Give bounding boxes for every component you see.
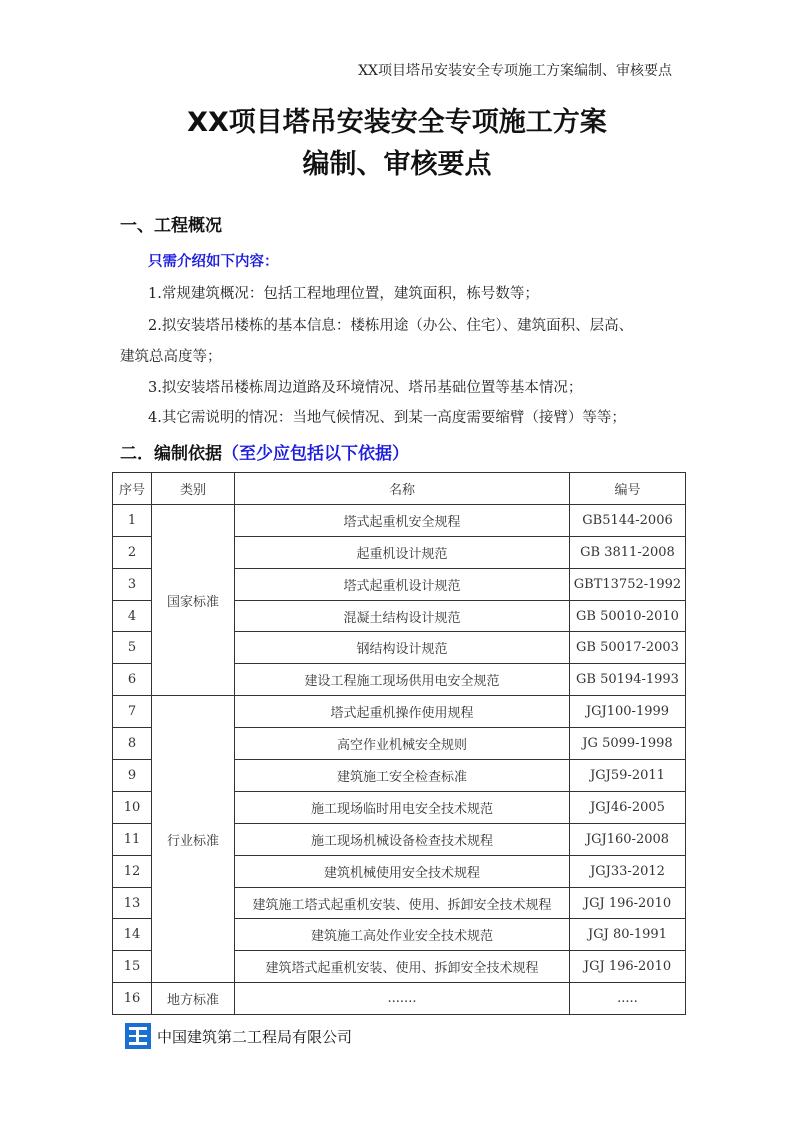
item-3: 3.拟安装塔吊楼栋周边道路及环境情况、塔吊基础位置等基本情况； bbox=[148, 380, 583, 396]
standard-name: 塔式起重机设计规范 bbox=[235, 568, 570, 600]
standard-name: 建筑施工安全检查标准 bbox=[235, 760, 570, 792]
standard-name: 钢结构设计规范 bbox=[235, 632, 570, 664]
table-row bbox=[113, 504, 686, 536]
category-cell: 行业标准 bbox=[152, 696, 235, 983]
company-name: 中国建筑第二工程局有限公司 bbox=[157, 1027, 353, 1046]
standard-name: 施工现场临时用电安全技术规范 bbox=[235, 791, 570, 823]
row-number: 13 bbox=[113, 887, 152, 919]
standard-code: JGJ160-2008 bbox=[570, 823, 686, 855]
row-number: 16 bbox=[113, 983, 152, 1015]
title-line-1: XX项目塔吊安装安全专项施工方案 bbox=[187, 107, 607, 138]
item-4: 4.其它需说明的情况：当地气候情况、到某一高度需要缩臂（接臂）等等； bbox=[148, 410, 626, 426]
section1-intro: 只需介绍如下内容： bbox=[148, 253, 279, 270]
table-header-row bbox=[113, 473, 686, 505]
standard-name: 塔式起重机安全规程 bbox=[235, 504, 570, 536]
standard-code: JGJ 80-1991 bbox=[570, 919, 686, 951]
table-row bbox=[113, 983, 686, 1015]
company-logo-icon bbox=[125, 1023, 151, 1049]
title-line-2: 编制、审核要点 bbox=[302, 149, 492, 180]
standard-name: ....... bbox=[235, 983, 570, 1015]
running-header: XX项目塔吊安装安全专项施工方案编制、审核要点 bbox=[358, 63, 672, 79]
row-number: 2 bbox=[113, 536, 152, 568]
standard-name: 塔式起重机操作使用规程 bbox=[235, 696, 570, 728]
item-2: 2.拟安装塔吊楼栋的基本信息：楼栋用途（办公、住宅）、建筑面积、层高、 bbox=[148, 318, 634, 334]
row-number: 1 bbox=[113, 504, 152, 536]
standard-name: 高空作业机械安全规则 bbox=[235, 728, 570, 760]
standard-code: GB 3811-2008 bbox=[570, 536, 686, 568]
row-number: 3 bbox=[113, 568, 152, 600]
standard-code: ..... bbox=[570, 983, 686, 1015]
standard-code: JGJ59-2011 bbox=[570, 760, 686, 792]
standard-code: GB 50017-2003 bbox=[570, 632, 686, 664]
standard-name: 混凝土结构设计规范 bbox=[235, 600, 570, 632]
header-cell: 编号 bbox=[570, 473, 686, 505]
footer bbox=[125, 1023, 352, 1049]
section1-heading: 一、工程概况 bbox=[120, 216, 222, 236]
row-number: 7 bbox=[113, 696, 152, 728]
category-cell: 地方标准 bbox=[152, 983, 235, 1015]
standard-code: JGJ100-1999 bbox=[570, 696, 686, 728]
standard-code: JGJ46-2005 bbox=[570, 791, 686, 823]
standard-name: 建筑塔式起重机安装、使用、拆卸安全技术规程 bbox=[235, 951, 570, 983]
item-2-cont: 建筑总高度等； bbox=[120, 349, 222, 365]
standard-name: 建筑施工塔式起重机安装、使用、拆卸安全技术规程 bbox=[235, 887, 570, 919]
standard-code: JGJ33-2012 bbox=[570, 855, 686, 887]
row-number: 11 bbox=[113, 823, 152, 855]
standard-code: GB 50194-1993 bbox=[570, 664, 686, 696]
standard-code: JGJ 196-2010 bbox=[570, 951, 686, 983]
standard-name: 施工现场机械设备检查技术规程 bbox=[235, 823, 570, 855]
row-number: 14 bbox=[113, 919, 152, 951]
standard-code: GBT13752-1992 bbox=[570, 568, 686, 600]
standard-name: 建筑机械使用安全技术规程 bbox=[235, 855, 570, 887]
standards-table bbox=[112, 472, 686, 1015]
standard-code: GB5144-2006 bbox=[570, 504, 686, 536]
row-number: 9 bbox=[113, 760, 152, 792]
standard-name: 建筑施工高处作业安全技术规范 bbox=[235, 919, 570, 951]
row-number: 12 bbox=[113, 855, 152, 887]
header-cell: 类别 bbox=[152, 473, 235, 505]
standard-code: GB 50010-2010 bbox=[570, 600, 686, 632]
header-cell: 名称 bbox=[235, 473, 570, 505]
standard-code: JGJ 196-2010 bbox=[570, 887, 686, 919]
header-cell: 序号 bbox=[113, 473, 152, 505]
row-number: 6 bbox=[113, 664, 152, 696]
section2-heading: 二．编制依据（至少应包括以下依据） bbox=[120, 444, 409, 464]
standard-name: 起重机设计规范 bbox=[235, 536, 570, 568]
item-1: 1.常规建筑概况：包括工程地理位置，建筑面积，栋号数等； bbox=[148, 286, 539, 302]
standard-code: JG 5099-1998 bbox=[570, 728, 686, 760]
standard-name: 建设工程施工现场供用电安全规范 bbox=[235, 664, 570, 696]
category-cell: 国家标准 bbox=[152, 504, 235, 695]
row-number: 8 bbox=[113, 728, 152, 760]
row-number: 15 bbox=[113, 951, 152, 983]
row-number: 4 bbox=[113, 600, 152, 632]
row-number: 10 bbox=[113, 791, 152, 823]
table-row bbox=[113, 696, 686, 728]
row-number: 5 bbox=[113, 632, 152, 664]
